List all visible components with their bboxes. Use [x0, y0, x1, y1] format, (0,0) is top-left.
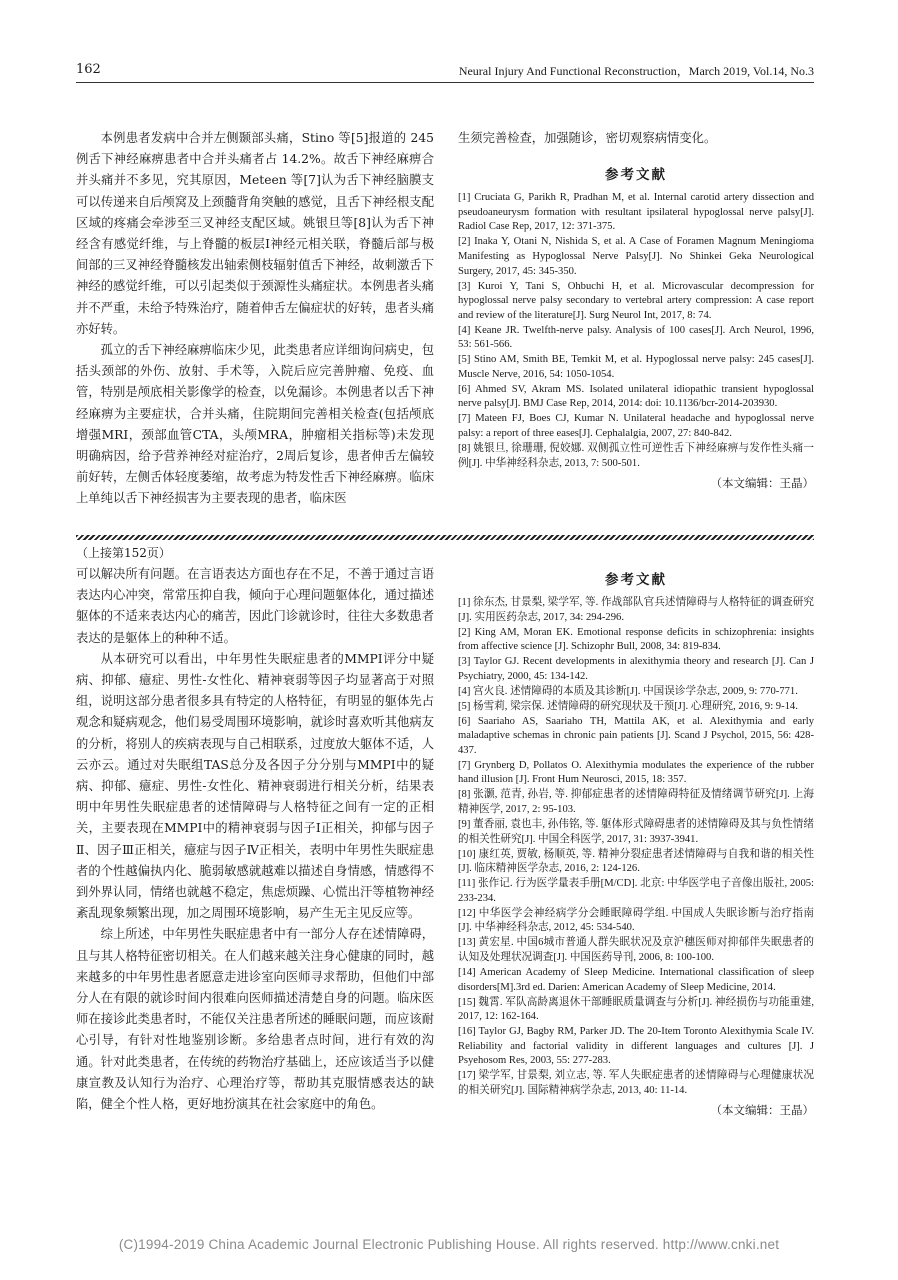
reference-item: [2] King AM, Moran EK. Emotional response deficits in schizophrenia: insights from affective science [J]. Schizophr Bull, 2008, 34: 819-834. — [458, 626, 814, 653]
references-section-2 — [458, 568, 814, 1118]
body-paragraph: 可以解决所有问题。在言语表达方面也存在不足，不善于通过言语表达内心冲突，常常压抑自我，倾向于心理问题躯体化，通过描述躯体的不适来表达内心的痛苦，因此门诊就诊时，往往大多数患者表达的是躯体上的种种不适。 — [76, 567, 434, 645]
reference-item: [8] 姚银旦, 徐珊珊, 倪姣娜. 双侧孤立性可逆性舌下神经麻痹与发作性头痛一例[J]. 中华神经科杂志, 2013, 7: 500-501. — [458, 443, 814, 469]
copyright-footer: (C)1994-2019 China Academic Journal Electronic Publishing House. All rights reserved. http://www.cnki.net — [118, 1237, 780, 1252]
reference-item: [4] 宫火良. 述情障碍的本质及其诊断[J]. 中国误诊学杂志, 2009, 9: 770-771. — [458, 685, 798, 697]
references-section — [458, 163, 814, 491]
section-divider — [76, 535, 814, 540]
reference-item: [12] 中华医学会神经病学分会睡眠障碍学组. 中国成人失眠诊断与治疗指南[J]. 中华神经科杂志, 2012, 45: 534-540. — [458, 907, 814, 934]
editor-note: （本文编辑：王晶） — [710, 476, 814, 491]
reference-item: [6] Saariaho AS, Saariaho TH, Mattila AK, et al. Alexithymia and early maladaptive schemas in chronic pain patients [J]. Scand J Psychol, 2015, 56: 428-437. — [458, 715, 814, 756]
body-paragraph: 综上所述，中年男性失眠症患者中有一部分人存在述情障碍，且与其人格特征密切相关。在人们越来越关注身心健康的同时，越来越多的中年男性患者愿意走进诊室向医师寻求帮助，但他们中部分人在有限的就诊时间内很难向医师描述清楚自身的问题。临床医师在接诊此类患者时，不能仅关注患者所述的睡眠问题，而应该耐心引导，有针对性地鉴别诊断。多给患者点时间，进行有效的沟通。针对此类患者，在传统的药物治疗基础上，还应该适当予以健康宣教及认知行为治疗、心理治疗等，帮助其克服情感表达的缺陷，健全个性人格，更好地扮演其在社会家庭中的角色。 — [76, 927, 434, 1112]
reference-item: [11] 张作记. 行为医学量表手册[M/CD]. 北京: 中华医学电子音像出版社, 2005: 233-234. — [458, 878, 814, 904]
page-number: 162 — [76, 62, 101, 77]
reference-item: [14] American Academy of Sleep Medicine. International classification of sleep disorders[M].3rd ed. Darien: American Academy of Sleep Medicine, 2014. — [458, 966, 814, 993]
reference-item: [1] Cruciata G, Parikh R, Pradhan M, et al. Internal carotid artery dissection and pseudoaneurysm formation with resultant ipsilateral hypoglossal nerve palsy[J]. Radiol Case Rep, 2017, 12: 371-375. — [458, 192, 814, 233]
reference-item: [8] 张灏, 范青, 孙岩, 等. 抑郁症患者的述情障碍特征及情绪调节研究[J]. 上海精神医学, 2017, 2: 95-103. — [458, 789, 814, 816]
reference-item: [4] Keane JR. Twelfth-nerve palsy. Analysis of 100 cases[J]. Arch Neurol, 1996, 53: 561-566. — [458, 324, 814, 351]
reference-item: [13] 黄宏星. 中国6城市普通人群失眠状况及京沪穗医师对抑郁伴失眠患者的认知及处理状况调查[J]. 中国医药导刊, 2006, 8: 100-100. — [458, 937, 814, 963]
body-paragraph: 从本研究可以看出，中年男性失眠症患者的MMPI评分中疑病、抑郁、癔症、男性-女性化、精神衰弱等因子均显著高于对照组，说明这部分患者很多具有特定的人格特征，有明显的躯体先占观念和疑病观念，他们易受周围环境影响，就诊时喜欢听其他病友的分析，将别人的疾病表现与自己相联系，过度放大躯体不适，人云亦云。通过对失眠组TAS总分及各因子分分别与MMPI中的疑病、抑郁、癔症、男性-女性化、精神衰弱进行相关分析，结果表明中年男性失眠症患者的述情障碍与人格特征之间有一定的正相关，主要表现在MMPI中的精神衰弱与因子Ⅰ正相关，抑郁与因子Ⅱ、因子Ⅲ正相关，癔症与因子Ⅳ正相关，表明中年男性失眠症患者的个性越偏执内化、脆弱敏感就越难以描述自身情感，情感得不到外界认同，情绪也就越不稳定，焦虑烦躁、心慌出汗等植物神经紊乱现象频繁出现，加之周围环境影响，易产生无主见反应等。 — [76, 651, 434, 921]
top-right-column — [458, 128, 814, 491]
bottom-left-column — [76, 564, 434, 1115]
body-paragraph: 本例患者发病中合并左侧颞部头痛，Stino 等[5]报道的 245 例舌下神经麻痹患者中合并头痛者占 14.2%。故舌下神经麻痹合并头痛并不多见，究其原因，Meteen 等[7]认为舌下神经脑膜支可以传递来自后颅窝及上颈髓背角突触的感觉，且舌下神经根支配区域的疼痛会牵涉至三叉神经支配区域。姚银旦等[8]认为舌下神经含有感觉纤维，与上脊髓的板层Ⅰ神经元相关联，脊髓后部与极间部的三叉神经脊髓核发出轴索侧枝辐射值舌下神经，故刺激舌下神经的感觉纤维，可以引起类似于颈源性头痛症状。本例患者头痛并不严重，未给予特殊治疗，随着伸舌左偏症状的好转，患者头痛亦好转。 — [76, 131, 434, 336]
body-paragraph: 孤立的舌下神经麻痹临床少见，此类患者应详细询问病史，包括头颈部的外伤、放射、手术等，入院后应完善肿瘤、免疫、血管，特别是颅底相关影像学的检查，以免漏诊。本例患者以舌下神经麻痹为主要症状，合并头痛，住院期间完善相关检查(包括颅底增强MRI，颈部血管CTA，头颅MRA，肿瘤相关指标等)未发现明确病因，给予营养神经对症治疗，2周后复诊，患者伸舌左偏较前好转，左侧舌体轻度萎缩，故考虑为特发性舌下神经麻痹。临床上单纯以舌下神经损害为主要表现的患者，临床医 — [76, 343, 434, 506]
reference-item: [15] 魏霄. 军队高龄离退休干部睡眠质量调查与分析[J]. 神经损伤与功能重建, 2017, 12: 162-164. — [458, 996, 814, 1023]
reference-item: [2] Inaka Y, Otani N, Nishida S, et al. A Case of Foramen Magnum Meningioma Manifesting as Hypoglossal Nerve Palsy[J]. No Shinkei Geka Neurological Surgery, 2017, 45: 345-350. — [458, 236, 814, 277]
reference-item: [7] Mateen FJ, Boes CJ, Kumar N. Unilateral headache and hypoglossal nerve palsy: a report of three eases[J]. Cephalalgia, 2007, 27: 840-842. — [458, 413, 814, 440]
journal-header: Neural Injury And Functional Reconstruction，March 2019, Vol.14, No.3 — [458, 64, 814, 78]
top-left-column — [76, 128, 434, 510]
reference-item: [16] Taylor GJ, Bagby RM, Parker JD. The 20-Item Toronto Alexithymia Scale IV. Reliability and factorial validity in different languages and cultures [J]. J Psyehosom Res, 2003, 55: 277-283. — [458, 1026, 814, 1067]
reference-item: [5] Stino AM, Smith BE, Temkit M, et al. Hypoglossal nerve palsy: 245 cases[J]. Muscle Nerve, 2016, 54: 1050-1054. — [458, 354, 814, 380]
reference-item: [7] Grynberg D, Pollatos O. Alexithymia modulates the experience of the rubber hand illusion [J]. Front Hum Neurosci, 2015, 18: 357. — [458, 759, 814, 786]
reference-item: [5] 杨雪莉, 梁宗保. 述情障碍的研究现状及干预[J]. 心理研究, 2016, 9: 9-14. — [458, 700, 798, 712]
editor-note: （本文编辑：王晶） — [710, 1103, 814, 1118]
reference-item: [6] Ahmed SV, Akram MS. Isolated unilateral idiopathic transient hypoglossal nerve palsy[J]. BMJ Case Rep, 2014, 2014: doi: 10.1136/bcr-2014-203930. — [458, 383, 814, 410]
reference-item: [10] 康红英, 贾敏, 杨顺英, 等. 精神分裂症患者述情障碍与自我和谐的相关性[J]. 临床精神医学杂志, 2016, 2: 124-126. — [458, 848, 814, 875]
references-title: 参考文献 — [605, 167, 667, 184]
body-paragraph: 生须完善检查，加强随诊，密切观察病情变化。 — [458, 131, 717, 145]
reference-item: [9] 董香丽, 袁也丰, 孙伟铭, 等. 躯体形式障碍患者的述情障碍及其与负性情绪的相关性研究[J]. 中国全科医学, 2017, 31: 3937-3941. — [458, 819, 814, 845]
reference-item: [1] 徐东杰, 甘景梨, 梁学军, 等. 作战部队官兵述情障碍与人格特征的调查研究[J]. 实用医药杂志, 2017, 34: 294-296. — [458, 597, 814, 623]
reference-item: [17] 梁学军, 甘景梨, 刘立志, 等. 军人失眠症患者的述情障碍与心理健康状况的相关研究[J]. 国际精神病学杂志, 2013, 40: 11-14. — [458, 1070, 814, 1096]
reference-item: [3] Taylor GJ. Recent developments in alexithymia theory and research [J]. Can J Psychiatry, 2000, 45: 134-142. — [458, 656, 814, 682]
header-rule — [76, 82, 814, 83]
reference-item: [3] Kuroi Y, Tani S, Ohbuchi H, et al. Microvascular decompression for hypoglossal nerve palsy secondary to vertebral artery compression: A case report and review of the literature[J]. Surg Neurol Int, 2017, 8: 74. — [458, 280, 814, 321]
references-title: 参考文献 — [605, 572, 667, 588]
continuation-note: （上接第152页） — [76, 546, 171, 560]
